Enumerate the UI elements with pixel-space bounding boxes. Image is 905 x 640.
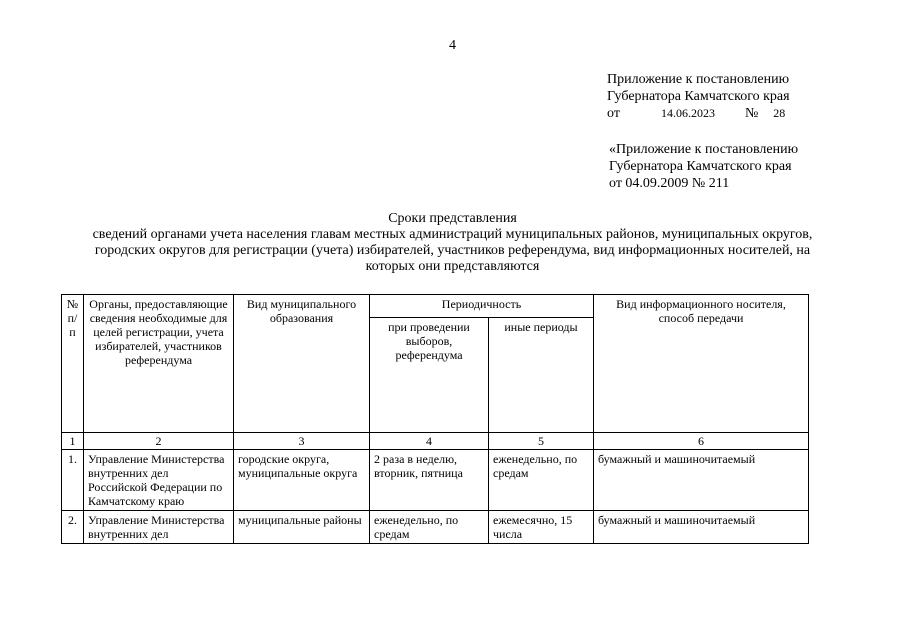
column-number: 3	[234, 433, 370, 450]
table-row	[62, 511, 809, 544]
title-line1: Сроки представления	[388, 211, 517, 226]
appendix-current-line1: Приложение к постановлению	[607, 72, 790, 87]
column-number: 4	[370, 433, 489, 450]
row-during-elections: 2 раза в неделю, вторник, пятница	[370, 450, 489, 511]
row-during-elections: еженедельно, по средам	[370, 511, 489, 544]
row-media: бумажный и машиночитаемый	[594, 450, 809, 511]
header-periodicity: Периодичность	[370, 295, 594, 318]
column-number: 1	[62, 433, 84, 450]
row-organ: Управление Министерства внутренних дел	[84, 511, 234, 544]
appendix-number: 28	[773, 106, 786, 120]
column-number: 6	[594, 433, 809, 450]
appendix-current-date-line	[607, 105, 790, 122]
schedule-table	[61, 294, 809, 544]
appendix-previous-line1: «Приложение к постановлению	[609, 142, 799, 157]
title-line2: сведений органами учета населения главам местных администраций муниципальных районов, муниципальных округов,	[92, 227, 813, 242]
column-number-row	[62, 433, 809, 450]
page-number: 4	[449, 38, 456, 53]
column-number: 2	[84, 433, 234, 450]
row-other-periods: ежемесячно, 15 числа	[489, 511, 594, 544]
row-num: 1.	[62, 450, 84, 511]
header-num: № п/п	[62, 295, 84, 433]
row-other-periods: еженедельно, по средам	[489, 450, 594, 511]
appendix-previous-line2: Губернатора Камчатского края	[609, 159, 792, 174]
appendix-current	[607, 71, 790, 122]
row-municipality: городские округа, муниципальные округа	[234, 450, 370, 511]
row-media: бумажный и машиночитаемый	[594, 511, 809, 544]
row-num: 2.	[62, 511, 84, 544]
header-media-type: Вид информационного носителя, способ передачи	[594, 295, 809, 433]
from-label: от	[607, 106, 620, 121]
appendix-current-line2: Губернатора Камчатского края	[607, 89, 790, 104]
appendix-date: 14.06.2023	[660, 106, 715, 120]
row-organ: Управление Министерства внутренних дел Российской Федерации по Камчатскому краю	[84, 450, 234, 511]
header-during-elections: при проведении выборов, референдума	[370, 318, 489, 433]
header-other-periods: иные периоды	[489, 318, 594, 433]
document-title	[30, 211, 875, 275]
header-municipality-type: Вид муниципального образования	[234, 295, 370, 433]
header-organs: Органы, предоставляющие сведения необходимые для целей регистрации, учета избирателей, участников референдума	[84, 295, 234, 433]
row-municipality: муниципальные районы	[234, 511, 370, 544]
appendix-previous-line3: от 04.09.2009 № 211	[609, 176, 730, 191]
title-line3: городских округов для регистрации (учета) избирателей, участников референдума, вид информационных носителей, на	[94, 243, 811, 258]
title-line4: которых они представляются	[365, 259, 540, 274]
number-label: №	[744, 106, 759, 121]
column-number: 5	[489, 433, 594, 450]
table-row	[62, 450, 809, 511]
appendix-previous	[609, 141, 798, 192]
